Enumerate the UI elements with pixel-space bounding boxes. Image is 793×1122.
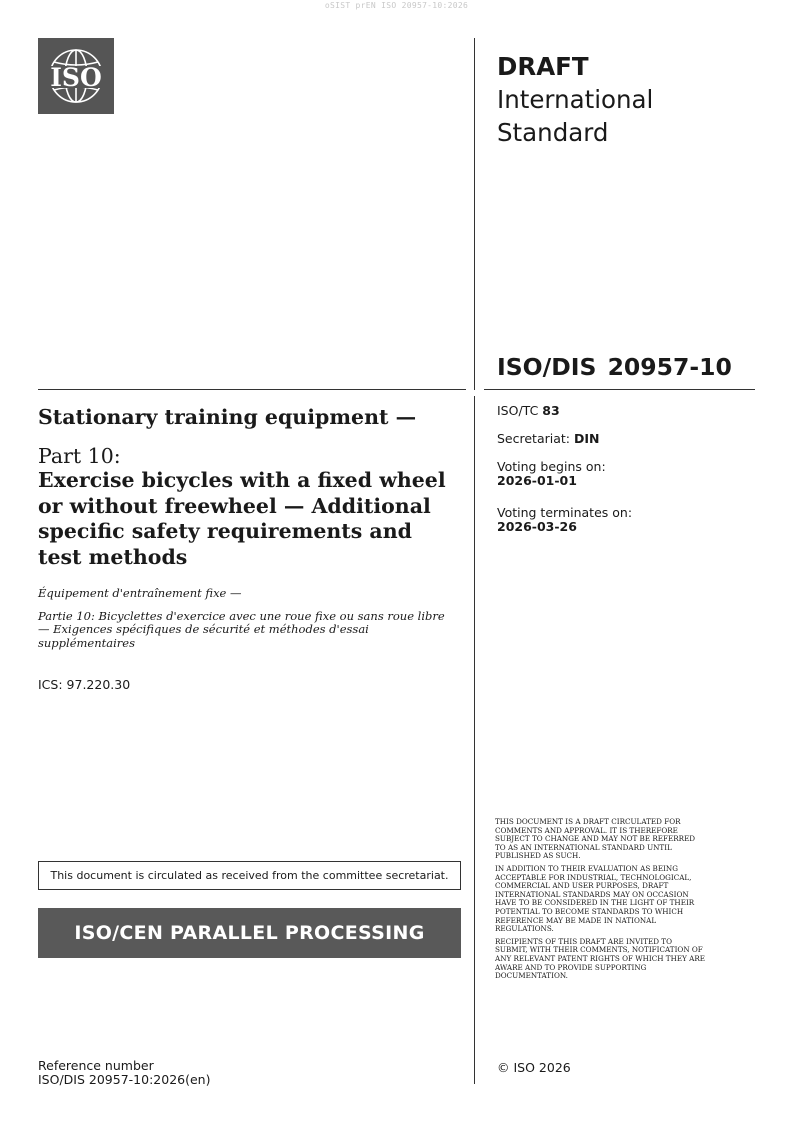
voting-terminates-value: 2026-03-26: [497, 519, 577, 534]
document-title: [38, 404, 458, 570]
voting-terminates-label: Voting terminates on:: [497, 505, 633, 520]
ics-code: ICS: 97.220.30: [38, 677, 131, 692]
copyright-notice: © ISO 2026: [497, 1060, 571, 1075]
divider-horizontal-right: [484, 389, 755, 390]
voting-begins-label: Voting begins on:: [497, 459, 606, 474]
circulation-notice-text: This document is circulated as received from the committee secretariat.: [50, 869, 449, 882]
voting-terminates: [497, 506, 747, 534]
reference-label: Reference number: [38, 1058, 154, 1073]
tc-value: 83: [542, 403, 560, 418]
secretariat: [497, 432, 747, 446]
draft-heading-line3: Standard: [497, 118, 609, 147]
document-number: ISO/DIS 20957-10: [497, 353, 732, 381]
iso-globe-logo-icon: [38, 38, 114, 114]
french-title-line2: Partie 10: Bicyclettes d'exercice avec une roue fixe ou sans roue libre — Exigences spécifiques de sécurité et méthodes d'essai supplémentaires: [38, 608, 445, 650]
title-part: Part 10:: [38, 444, 121, 468]
voting-begins: [497, 460, 747, 488]
circulation-notice-box: [38, 861, 461, 890]
divider-vertical-bottom: [474, 396, 475, 1084]
technical-committee: [497, 404, 747, 418]
secretariat-label: Secretariat:: [497, 431, 570, 446]
voting-begins-value: 2026-01-01: [497, 473, 577, 488]
draft-disclaimer: [495, 818, 705, 985]
reference-number-block: [38, 1059, 210, 1086]
reference-value: ISO/DIS 20957-10:2026(en): [38, 1071, 211, 1087]
french-title-line1: Équipement d'entraînement fixe —: [38, 586, 242, 600]
secretariat-value: DIN: [573, 431, 600, 446]
divider-vertical-top: [474, 38, 475, 390]
parallel-processing-banner: [38, 908, 461, 958]
parallel-processing-text: ISO/CEN PARALLEL PROCESSING: [74, 922, 425, 944]
draft-heading-line1: DRAFT: [497, 52, 589, 81]
draft-heading: [497, 50, 757, 149]
disclaimer-paragraph-3: RECIPIENTS OF THIS DRAFT ARE INVITED TO SUBMIT, WITH THEIR COMMENTS, NOTIFICATION OF ANY RELEVANT PATENT RIGHTS OF WHICH THEY ARE AWARE AND TO PROVIDE SUPPORTING DOCUMENTATION.: [495, 936, 705, 981]
title-main: Stationary training equipment —: [38, 405, 417, 429]
tc-label: ISO/TC: [497, 403, 539, 418]
french-title: [38, 587, 458, 650]
divider-horizontal-left: [38, 389, 466, 390]
draft-heading-line2: International: [497, 85, 654, 114]
watermark: oSIST prEN ISO 20957-10:2026: [324, 1, 469, 10]
svg-text:ISO: ISO: [50, 63, 102, 92]
iso-logo: [38, 38, 114, 114]
disclaimer-paragraph-1: THIS DOCUMENT IS A DRAFT CIRCULATED FOR COMMENTS AND APPROVAL. IT IS THEREFORE SUBJECT TO CHANGE AND MAY NOT BE REFERRED TO AS AN INTERNATIONAL STANDARD UNTIL PUBLISHED AS SUCH.: [495, 817, 696, 861]
disclaimer-paragraph-2: IN ADDITION TO THEIR EVALUATION AS BEING ACCEPTABLE FOR INDUSTRIAL, TECHNOLOGICAL, COMMERCIAL AND USER PURPOSES, DRAFT INTERNATIONAL STANDARDS MAY ON OCCASION HAVE TO BE CONSIDERED IN THE LIGHT OF THEIR POTENTIAL TO BECOME STANDARDS TO WHICH REFERENCE MAY BE MADE IN NATIONAL REGULATIONS.: [495, 863, 695, 934]
title-subtitle: Exercise bicycles with a fixed wheel or without freewheel — Additional specific safety requirements and test methods: [38, 468, 446, 569]
